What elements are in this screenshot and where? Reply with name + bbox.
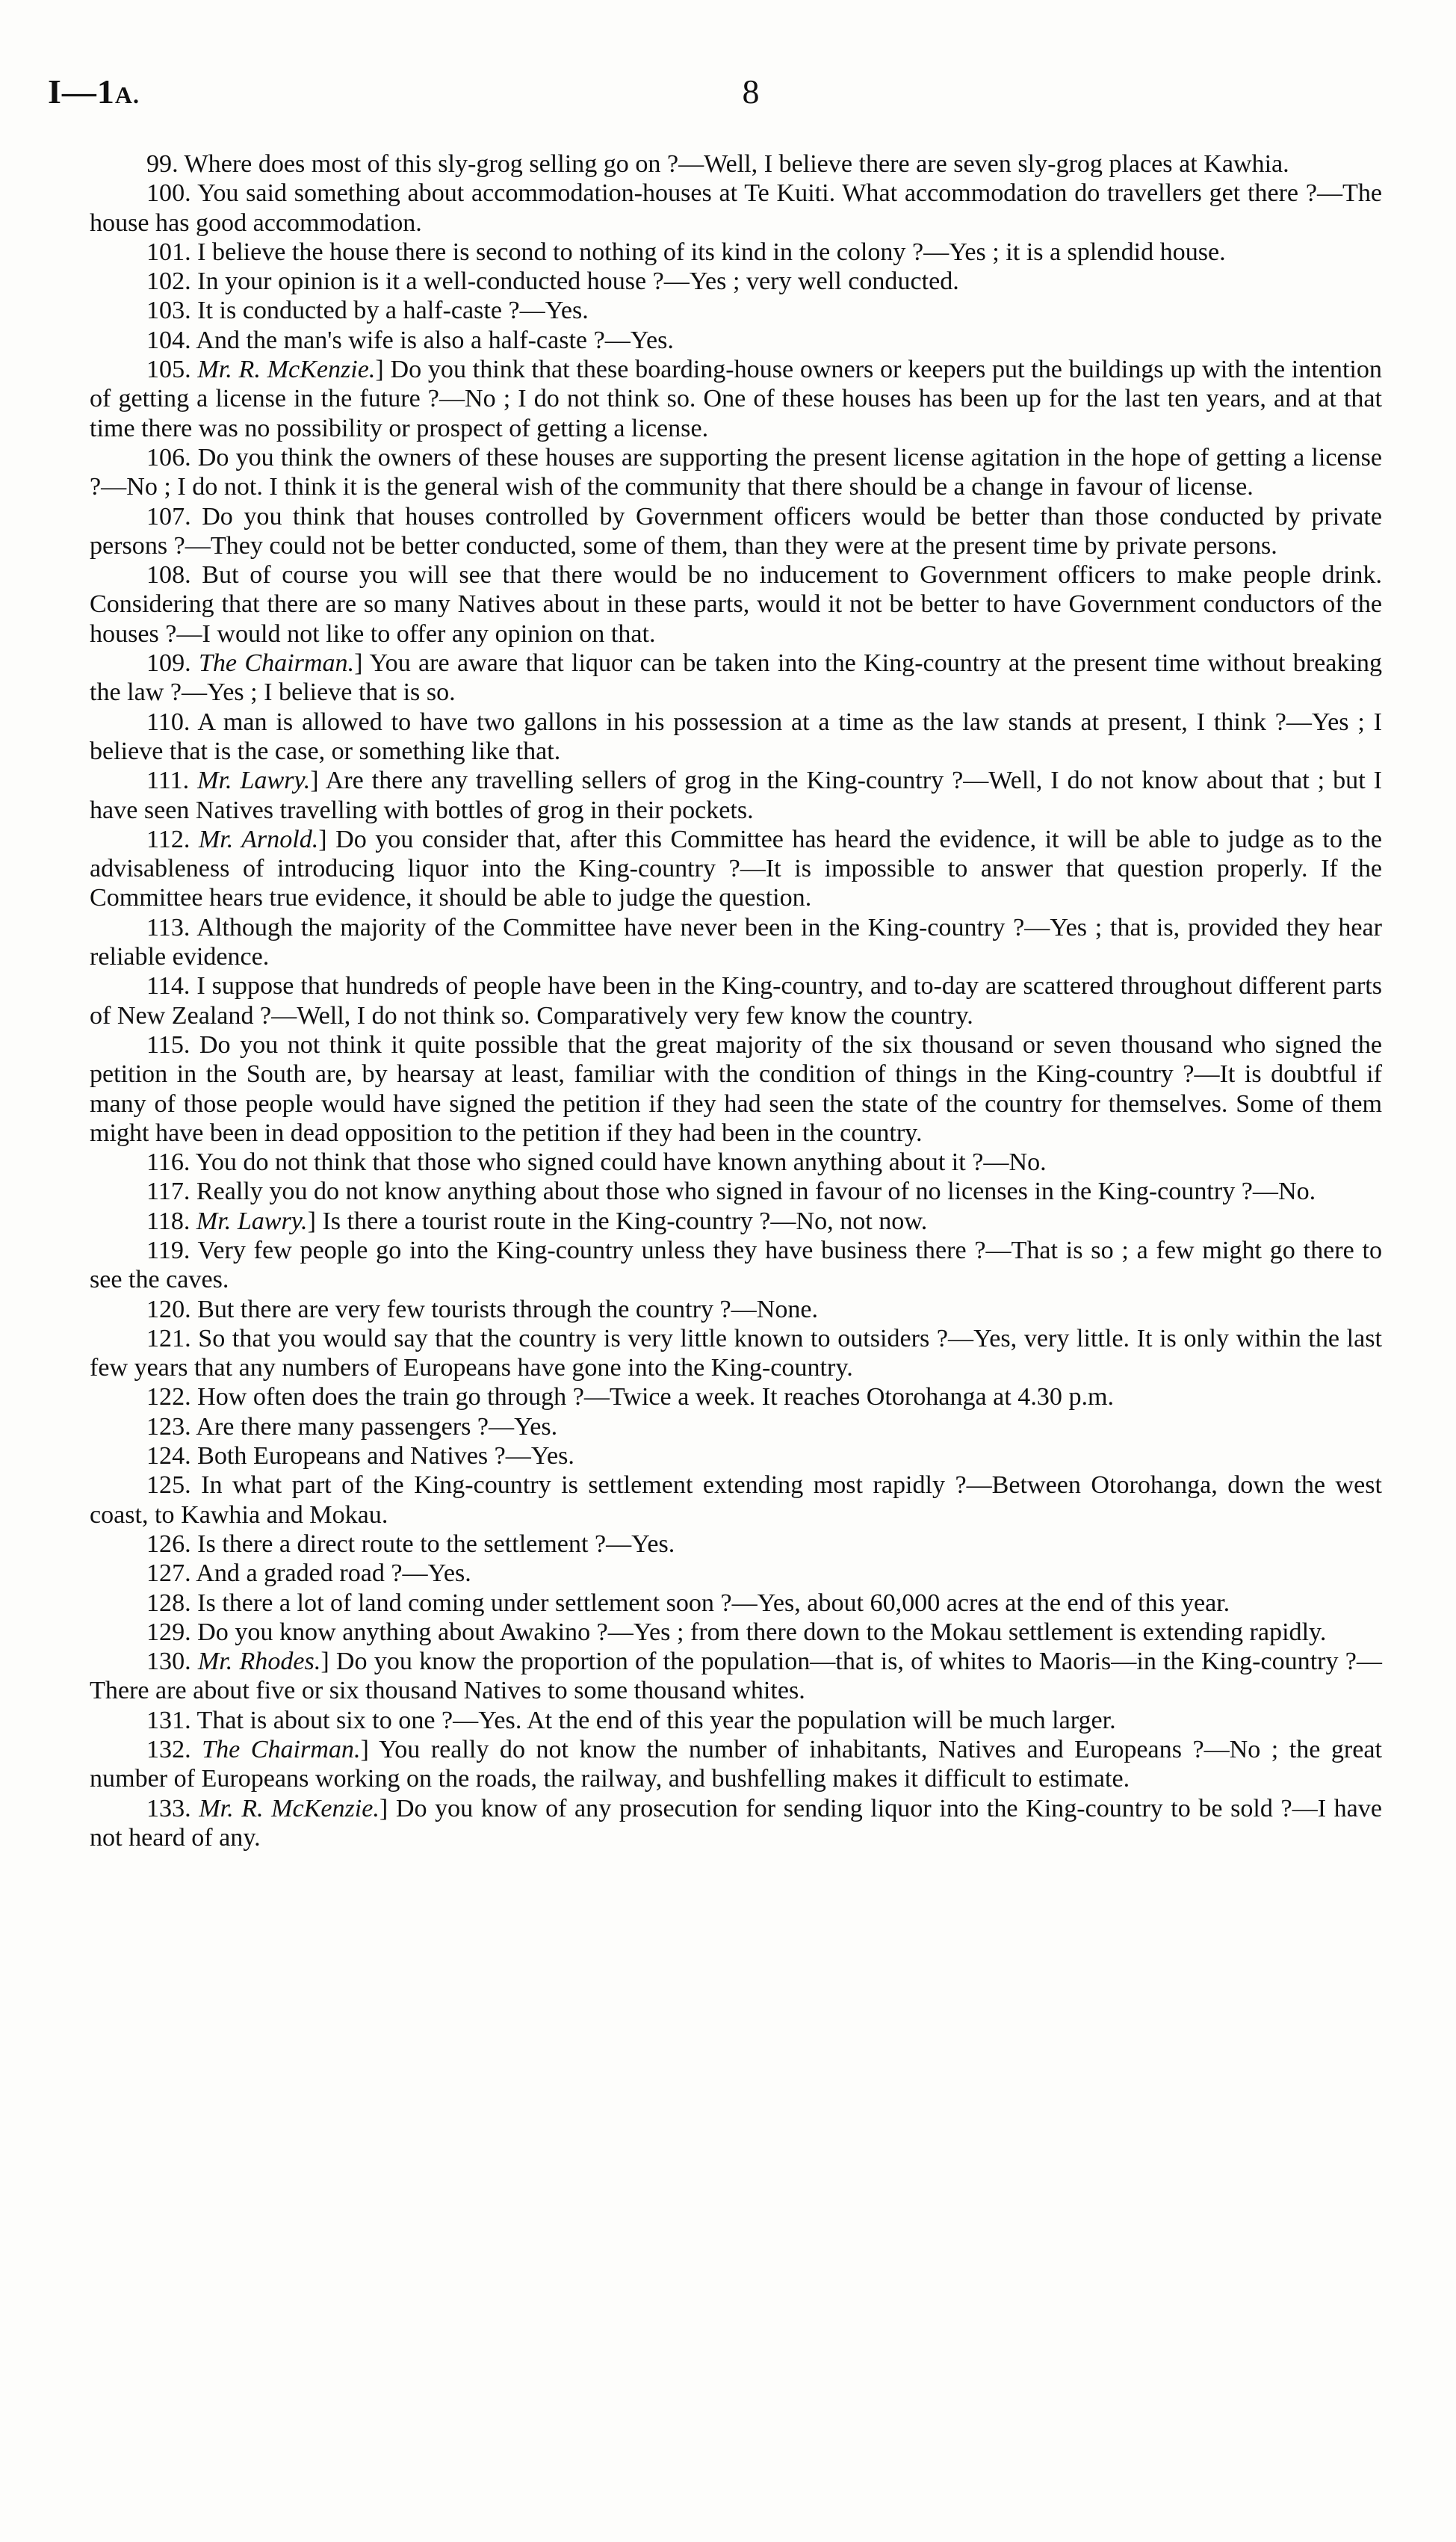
question-answer-text: ] Do you think that these boarding-house owners or keepers put the buildings up with the intention of getting a license in the future ?—No ; I do not think so. One of these houses has been up for the last ten years, and at that time there was no possibility or prospect of getting a license. <box>90 356 1382 442</box>
question-answer-paragraph <box>90 1207 1382 1236</box>
speaker-name: Mr. Lawry. <box>197 767 311 795</box>
question-answer-paragraph: 126. Is there a direct route to the settlement ?—Yes. <box>146 1530 675 1558</box>
question-answer-paragraph: 102. In your opinion is it a well-conducted house ?—Yes ; very well conducted. <box>146 268 959 296</box>
question-answer-paragraph: 129. Do you know anything about Awakino ?—Yes ; from there down to the Mokau settlement is extending rapidly. <box>146 1618 1327 1646</box>
question-answer-text: ] You are aware that liquor can be taken into the King-country at the present time without breaking the law ?—Yes ; I believe that is so. <box>90 649 1382 707</box>
question-answer-paragraph: 114. I suppose that hundreds of people have been in the King-country, and to-day are scattered throughout different parts of New Zealand ?—Well, I do not think so. Comparatively very few know the country. <box>90 972 1382 1030</box>
question-answer-paragraph: 127. And a graded road ?—Yes. <box>146 1559 471 1588</box>
question-answer-paragraph <box>90 1735 1382 1794</box>
question-answer-text: ] Is there a tourist route in the King-country ?—No, not now. <box>307 1207 928 1235</box>
question-answer-paragraph: 110. A man is allowed to have two gallons in his possession at a time as the law stands at present, I think ?—Yes ; I believe that is the case, or something like that. <box>90 708 1382 765</box>
question-answer-paragraph: 128. Is there a lot of land coming under settlement soon ?—Yes, about 60,000 acres at the end of this year. <box>146 1589 1230 1617</box>
question-number: 118. <box>146 1207 190 1235</box>
question-answer-paragraph <box>90 1794 1382 1853</box>
speaker-name: Mr. R. McKenzie. <box>197 356 376 384</box>
speaker-name: The Chairman. <box>198 649 355 678</box>
paper-reference-main: I—1 <box>48 72 115 111</box>
question-answer-paragraph <box>90 766 1382 825</box>
question-answer-paragraph: 123. Are there many passengers ?—Yes. <box>146 1412 558 1441</box>
question-number: 130. <box>146 1648 191 1676</box>
speaker-name: Mr. Arnold. <box>198 825 319 853</box>
question-number: 133. <box>146 1794 191 1822</box>
question-number: 132. <box>146 1736 191 1764</box>
question-answer-paragraph: 104. And the man's wife is also a half-caste ?—Yes. <box>146 326 674 354</box>
evidence-body <box>90 149 1382 1852</box>
question-answer-paragraph: 115. Do you not think it quite possible that the great majority of the six thousand or seven thousand who signed the petition in the South are, by hearsay at least, familiar with the condition of things in the King-country ?—It is doubtful if many of those people would have signed the petition if they had seen the state of the country for themselves. Some of them might have been in dead opposition to the petition if they had been in the country. <box>90 1030 1382 1147</box>
question-answer-text: ] Do you consider that, after this Committee has heard the evidence, it will be able to judge as to the advisableness of introducing liquor into the King-country ?—It is impossible to answer that question properly. If the Committee hears true evidence, it should be able to judge the question. <box>90 825 1382 912</box>
question-answer-paragraph: 119. Very few people go into the King-country unless they have business there ?—That is so ; a few might go there to see the caves. <box>90 1236 1382 1294</box>
question-answer-text: ] You really do not know the number of inhabitants, Natives and Europeans ?—No ; the great number of Europeans working on the roads, the railway, and bushfelling makes it difficult to estimate. <box>90 1736 1382 1793</box>
speaker-name: Mr. R. McKenzie. <box>199 1794 380 1822</box>
speaker-name: The Chairman. <box>202 1736 361 1764</box>
speaker-name: Mr. Lawry. <box>196 1207 308 1235</box>
question-answer-paragraph: 113. Although the majority of the Committee have never been in the King-country ?—Yes ; that is, provided they hear reliable evidence. <box>90 913 1382 971</box>
question-answer-paragraph: 101. I believe the house there is second to nothing of its kind in the colony ?—Yes ; it is a splendid house. <box>146 238 1226 266</box>
paper-reference-suffix: A. <box>114 81 140 108</box>
question-number: 105. <box>146 356 191 384</box>
question-answer-paragraph: 116. You do not think that those who signed could have known anything about it ?—No. <box>146 1148 1047 1177</box>
question-answer-paragraph: 103. It is conducted by a half-caste ?—Yes. <box>146 297 589 325</box>
question-answer-paragraph: 99. Where does most of this sly-grog selling go on ?—Well, I believe there are seven sly-grog places at Kawhia. <box>146 150 1289 178</box>
question-answer-paragraph: 122. How often does the train go through ?—Twice a week. It reaches Otorohanga at 4.30 p.m. <box>146 1383 1115 1411</box>
question-answer-paragraph: 117. Really you do not know anything about those who signed in favour of no licenses in the King-country ?—No. <box>146 1178 1316 1206</box>
question-number: 112. <box>146 825 190 853</box>
question-answer-paragraph <box>90 825 1382 913</box>
question-answer-paragraph: 125. In what part of the King-country is settlement extending most rapidly ?—Between Otorohanga, down the west coast, to Kawhia and Mokau. <box>90 1471 1382 1529</box>
question-answer-text: ] Are there any travelling sellers of grog in the King-country ?—Well, I do not know about that ; but I have seen Natives travelling with bottles of grog in their pockets. <box>90 767 1382 824</box>
question-answer-paragraph: 120. But there are very few tourists through the country ?—None. <box>146 1295 819 1323</box>
question-answer-paragraph: 108. But of course you will see that there would be no inducement to Government officers to make people drink. Considering that there are so many Natives about in these parts, would it not be better to have Government conductors of the houses ?—I would not like to offer any opinion on that. <box>90 561 1382 648</box>
question-answer-text: ] Do you know the proportion of the population—that is, of whites to Maoris—in the King-country ?—There are about five or six thousand Natives to some thousand whites. <box>90 1648 1382 1705</box>
question-number: 109. <box>146 649 191 678</box>
question-number: 111. <box>146 767 190 795</box>
question-answer-paragraph: 131. That is about six to one ?—Yes. At the end of this year the population will be much larger. <box>146 1706 1116 1734</box>
question-answer-paragraph: 121. So that you would say that the country is very little known to outsiders ?—Yes, very little. It is only within the last few years that any numbers of Europeans have gone into the King-country. <box>90 1324 1382 1382</box>
page-number: 8 <box>742 72 760 111</box>
question-answer-paragraph: 106. Do you think the owners of these houses are supporting the present license agitation in the hope of getting a license ?—No ; I do not. I think it is the general wish of the community that there should be a change in favour of license. <box>90 443 1382 501</box>
question-answer-paragraph <box>90 649 1382 708</box>
question-answer-paragraph <box>90 355 1382 443</box>
speaker-name: Mr. Rhodes. <box>197 1648 321 1676</box>
paper-reference <box>48 72 140 111</box>
question-answer-paragraph: 107. Do you think that houses controlled by Government officers would be better than those conducted by private persons ?—They could not be better conducted, some of them, than they were at the present time by private persons. <box>90 502 1382 560</box>
question-answer-paragraph: 124. Both Europeans and Natives ?—Yes. <box>146 1442 574 1471</box>
question-answer-paragraph: 100. You said something about accommodation-houses at Te Kuiti. What accommodation do travellers get there ?—The house has good accommodation. <box>90 179 1382 237</box>
question-answer-paragraph <box>90 1647 1382 1706</box>
question-answer-text: ] Do you know of any prosecution for sending liquor into the King-country to be sold ?—I have not heard of any. <box>90 1794 1382 1852</box>
